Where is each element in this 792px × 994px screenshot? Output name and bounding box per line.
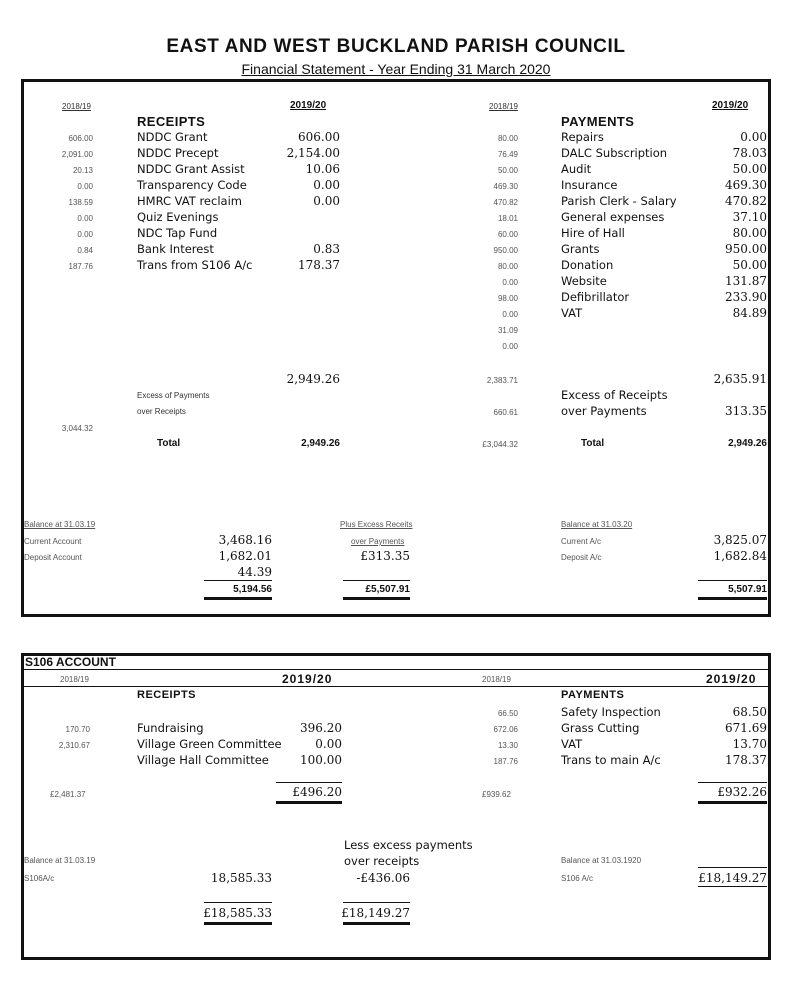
row-label: Trans from S106 A/c bbox=[137, 258, 253, 272]
s106-closing-value: £18,149.27 bbox=[698, 871, 767, 885]
opening-total-double-rule bbox=[204, 597, 272, 600]
row-curr-value: 950.00 bbox=[725, 242, 767, 256]
row-label: Website bbox=[561, 274, 607, 288]
s106-account-label: S106A/c bbox=[24, 874, 55, 883]
row-prev-value: 170.70 bbox=[65, 725, 90, 734]
row-prev-value: 50.00 bbox=[497, 166, 518, 175]
plus-total-rule bbox=[343, 580, 410, 581]
opening-total-rule bbox=[204, 580, 272, 581]
row-curr-value: 131.87 bbox=[725, 274, 767, 288]
row-label: Village Green Committee bbox=[137, 737, 282, 751]
row-label: Donation bbox=[561, 258, 614, 272]
row-prev-value: 18.01 bbox=[497, 214, 518, 223]
row-prev-value: 606.00 bbox=[68, 134, 93, 143]
row-curr-value: 50.00 bbox=[732, 258, 767, 272]
row-prev-value: 80.00 bbox=[497, 134, 518, 143]
row-curr-value: 84.89 bbox=[732, 306, 767, 320]
row-curr-value: 0.83 bbox=[313, 242, 340, 256]
row-prev-value: 20.13 bbox=[72, 166, 93, 175]
s106-title-rule bbox=[24, 669, 768, 670]
row-prev-value: 470.82 bbox=[493, 198, 518, 207]
s106-receipts-total: £496.20 bbox=[292, 785, 342, 799]
row-curr-value: 469.30 bbox=[725, 178, 767, 192]
s106-receipts-total-rule bbox=[276, 782, 342, 783]
payments-subtotal-prev: 2,383.71 bbox=[486, 376, 518, 385]
excess-receipts-label-1: Excess of Receipts bbox=[561, 388, 668, 402]
receipts-subtotal: 2,949.26 bbox=[286, 372, 340, 386]
row-prev-value: 0.00 bbox=[502, 342, 518, 351]
s106-closing-bottom-rule bbox=[698, 886, 767, 887]
s106-receipts-prev-header: 2018/19 bbox=[60, 675, 89, 684]
closing-total-rule bbox=[698, 580, 767, 581]
payments-total-prev: £3,044.32 bbox=[482, 440, 518, 449]
row-curr-value: 37.10 bbox=[732, 210, 767, 224]
row-curr-value: 671.69 bbox=[725, 721, 767, 735]
current-account-value: 3,468.16 bbox=[218, 533, 272, 547]
deposit-account-label: Deposit Account bbox=[24, 553, 82, 562]
s106-opening-total: £18,585.33 bbox=[203, 906, 272, 920]
row-prev-value: 0.00 bbox=[77, 214, 93, 223]
row-label: NDDC Precept bbox=[137, 146, 219, 160]
s106-less-total: £18,149.27 bbox=[341, 906, 410, 920]
row-prev-value: 950.00 bbox=[493, 246, 518, 255]
closing-total-double-rule bbox=[698, 597, 767, 600]
closing-total: 5,507.91 bbox=[728, 584, 767, 595]
row-curr-value: 10.06 bbox=[305, 162, 340, 176]
plus-excess-label-1: Plus Excess Receits bbox=[340, 520, 413, 529]
row-label: Grants bbox=[561, 242, 600, 256]
row-label: VAT bbox=[561, 306, 583, 320]
s106-receipts-total-prev: £2,481.37 bbox=[50, 790, 86, 799]
row-label: Village Hall Committee bbox=[137, 753, 269, 767]
row-prev-value: 187.76 bbox=[493, 757, 518, 766]
document-title: EAST AND WEST BUCKLAND PARISH COUNCIL bbox=[166, 36, 626, 57]
row-prev-value: 31.09 bbox=[497, 326, 518, 335]
row-prev-value: 80.00 bbox=[497, 262, 518, 271]
closing-current-value: 3,825.07 bbox=[713, 533, 767, 547]
row-curr-value: 470.82 bbox=[725, 194, 767, 208]
row-label: NDDC Grant bbox=[137, 130, 208, 144]
row-prev-value: 76.49 bbox=[497, 150, 518, 159]
row-label: NDDC Grant Assist bbox=[137, 162, 245, 176]
row-prev-value: 138.59 bbox=[68, 198, 93, 207]
document-subtitle: Financial Statement - Year Ending 31 March 2020 bbox=[241, 61, 551, 77]
row-label: Parish Clerk - Salary bbox=[561, 194, 677, 208]
payments-prev-year-header: 2018/19 bbox=[489, 102, 518, 111]
s106-payments-total-double-rule bbox=[698, 801, 767, 804]
payments-total: 2,949.26 bbox=[728, 438, 767, 449]
row-label: Repairs bbox=[561, 130, 604, 144]
row-prev-value: 2,310.67 bbox=[58, 741, 90, 750]
receipts-heading: RECEIPTS bbox=[137, 114, 206, 129]
row-label: HMRC VAT reclaim bbox=[137, 194, 242, 208]
s106-less-label-1: Less excess payments bbox=[344, 838, 473, 852]
excess-curr: 313.35 bbox=[725, 404, 767, 418]
opening-balance-label: Balance at 31.03.19 bbox=[24, 520, 96, 529]
row-prev-value: 0.00 bbox=[502, 310, 518, 319]
row-label: Bank Interest bbox=[137, 242, 214, 256]
opening-total: 5,194.56 bbox=[233, 584, 272, 595]
row-prev-value: 0.00 bbox=[502, 278, 518, 287]
row-prev-value: 2,091.00 bbox=[61, 150, 93, 159]
s106-payments-heading: PAYMENTS bbox=[561, 689, 625, 701]
row-label: Hire of Hall bbox=[561, 226, 625, 240]
s106-closing-label: Balance at 31.03.1920 bbox=[561, 856, 642, 865]
closing-deposit-label: Deposit A/c bbox=[561, 553, 602, 562]
excess-receipts-label-2: over Payments bbox=[561, 404, 647, 418]
s106-less-total-rule bbox=[343, 902, 410, 903]
row-curr-value: 13.70 bbox=[732, 737, 767, 751]
s106-closing-top-rule bbox=[698, 867, 767, 868]
closing-current-label: Current A/c bbox=[561, 537, 602, 546]
row-curr-value: 78.03 bbox=[732, 146, 767, 160]
payments-heading: PAYMENTS bbox=[561, 114, 635, 129]
row-curr-value: 0.00 bbox=[313, 178, 340, 192]
row-label: Transparency Code bbox=[137, 178, 247, 192]
extra-value: 44.39 bbox=[237, 565, 272, 579]
current-account-label: Current Account bbox=[24, 537, 82, 546]
excess-payments-label-1: Excess of Payments bbox=[137, 391, 210, 400]
row-curr-value: 178.37 bbox=[725, 753, 767, 767]
row-prev-value: 0.84 bbox=[77, 246, 93, 255]
row-curr-value: 233.90 bbox=[725, 290, 767, 304]
receipts-prev-year-header: 2018/19 bbox=[62, 102, 91, 111]
receipts-total-label: Total bbox=[157, 438, 181, 449]
row-label: Audit bbox=[561, 162, 592, 176]
deposit-account-value: 1,682.01 bbox=[218, 549, 272, 563]
receipts-total: 2,949.26 bbox=[301, 438, 340, 449]
s106-payments-total-prev: £939.62 bbox=[482, 790, 511, 799]
s106-payments-curr-header: 2019/20 bbox=[706, 672, 757, 686]
row-label: Safety Inspection bbox=[561, 705, 661, 719]
row-prev-value: 13.30 bbox=[497, 741, 518, 750]
s106-opening-total-double-rule bbox=[204, 922, 272, 925]
s106-opening-total-rule bbox=[204, 902, 272, 903]
row-curr-value: 178.37 bbox=[298, 258, 340, 272]
plus-total-double-rule bbox=[343, 597, 410, 600]
row-curr-value: 0.00 bbox=[313, 194, 340, 208]
s106-opening-label: Balance at 31.03.19 bbox=[24, 856, 96, 865]
row-label: NDC Tap Fund bbox=[137, 226, 218, 240]
plus-total: £5,507.91 bbox=[365, 584, 410, 595]
row-label: Grass Cutting bbox=[561, 721, 640, 735]
row-curr-value: 2,154.00 bbox=[286, 146, 340, 160]
row-label: Defibrillator bbox=[561, 290, 630, 304]
row-label: Trans to main A/c bbox=[561, 753, 661, 767]
row-prev-value: 187.76 bbox=[68, 262, 93, 271]
payments-total-label: Total bbox=[581, 438, 605, 449]
row-curr-value: 50.00 bbox=[732, 162, 767, 176]
row-curr-value: 396.20 bbox=[300, 721, 342, 735]
row-prev-value: 0.00 bbox=[77, 230, 93, 239]
row-curr-value: 0.00 bbox=[740, 130, 767, 144]
excess-prev: 660.61 bbox=[493, 408, 518, 417]
closing-balance-label: Balance at 31.03.20 bbox=[561, 520, 633, 529]
row-label: Fundraising bbox=[137, 721, 204, 735]
excess-payments-label-2: over Receipts bbox=[137, 407, 186, 416]
s106-receipts-total-double-rule bbox=[276, 801, 342, 804]
plus-excess-value: £313.35 bbox=[360, 549, 410, 563]
s106-opening-value: 18,585.33 bbox=[210, 871, 272, 885]
row-label: Quiz Evenings bbox=[137, 210, 219, 224]
row-prev-value: 66.50 bbox=[497, 709, 518, 718]
s106-payments-total-rule bbox=[698, 782, 767, 783]
row-prev-value: 60.00 bbox=[497, 230, 518, 239]
row-label: Insurance bbox=[561, 178, 618, 192]
s106-payments-prev-header: 2018/19 bbox=[482, 675, 511, 684]
row-prev-value: 0.00 bbox=[77, 182, 93, 191]
s106-receipts-heading: RECEIPTS bbox=[137, 689, 197, 701]
s106-less-value: -£436.06 bbox=[356, 871, 410, 885]
receipts-curr-year-header: 2019/20 bbox=[290, 100, 327, 111]
row-prev-value: 98.00 bbox=[497, 294, 518, 303]
row-curr-value: 100.00 bbox=[300, 753, 342, 767]
plus-excess-label-2: over Payments bbox=[351, 537, 405, 546]
row-curr-value: 0.00 bbox=[315, 737, 342, 751]
row-label: General expenses bbox=[561, 210, 665, 224]
s106-less-total-double-rule bbox=[343, 922, 410, 925]
row-prev-value: 469.30 bbox=[493, 182, 518, 191]
payments-subtotal: 2,635.91 bbox=[713, 372, 767, 386]
s106-title: S106 ACCOUNT bbox=[25, 655, 116, 669]
row-prev-value: 672.06 bbox=[493, 725, 518, 734]
row-curr-value: 68.50 bbox=[732, 705, 767, 719]
receipts-total-prev: 3,044.32 bbox=[61, 424, 93, 433]
closing-deposit-value: 1,682.84 bbox=[713, 549, 767, 563]
s106-receipts-curr-header: 2019/20 bbox=[282, 672, 333, 686]
row-label: VAT bbox=[561, 737, 583, 751]
s106-payments-total: £932.26 bbox=[717, 785, 767, 799]
row-curr-value: 606.00 bbox=[298, 130, 340, 144]
row-curr-value: 80.00 bbox=[732, 226, 767, 240]
s106-less-label-2: over receipts bbox=[344, 854, 420, 868]
s106-closing-account-label: S106 A/c bbox=[561, 874, 594, 883]
payments-curr-year-header: 2019/20 bbox=[712, 100, 749, 111]
s106-header-rule bbox=[24, 686, 768, 687]
row-label: DALC Subscription bbox=[561, 146, 668, 160]
